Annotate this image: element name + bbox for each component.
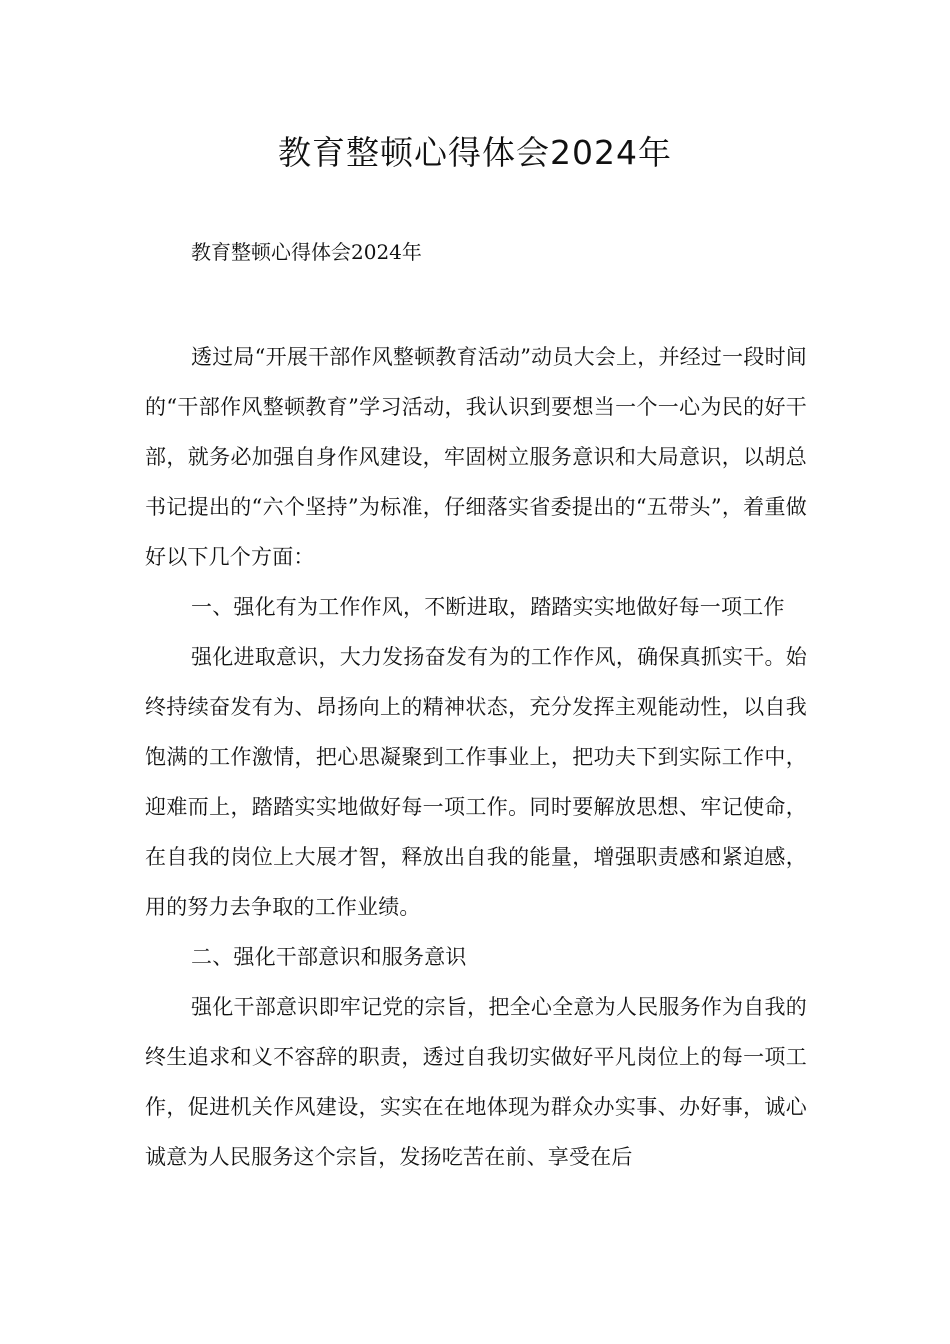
section-heading-2: 二、强化干部意识和服务意识 [191,945,467,969]
intro-paragraph: 透过局“开展干部作风整顿教育活动”动员大会上，并经过一段时间的“干部作风整顿教育”学习活动，我认识到要想当一个一心为民的好干部，就务必加强自身作风建设，牢固树立服务意识和大局意识，以胡总书记提出的“六个坚持”为标准，仔细落实省委提出的“五带头”，着重做好以下几个方面： [145,345,807,569]
section-2-paragraph: 强化干部意识即牢记党的宗旨，把全心全意为人民服务作为自我的终生追求和义不容辞的职责，透过自我切实做好平凡岗位上的每一项工作，促进机关作风建设，实实在在地体现为群众办实事、办好事，诚心诚意为人民服务这个宗旨，发扬吃苦在前、享受在后 [145,995,807,1169]
document-subtitle: 教育整顿心得体会2024年 [191,240,422,264]
section-heading-1: 一、强化有为工作作风，不断进取，踏踏实实地做好每一项工作 [191,595,785,619]
document-title: 教育整顿心得体会2024年 [278,133,672,172]
section-1-paragraph: 强化进取意识，大力发扬奋发有为的工作作风，确保真抓实干。始终持续奋发有为、昂扬向上的精神状态，充分发挥主观能动性，以自我饱满的工作激情，把心思凝聚到工作事业上，把功夫下到实际工作中，迎难而上，踏踏实实地做好每一项工作。同时要解放思想、牢记使命，在自我的岗位上大展才智，释放出自我的能量，增强职责感和紧迫感，用的努力去争取的工作业绩。 [145,645,807,919]
document-body [145,332,807,1182]
